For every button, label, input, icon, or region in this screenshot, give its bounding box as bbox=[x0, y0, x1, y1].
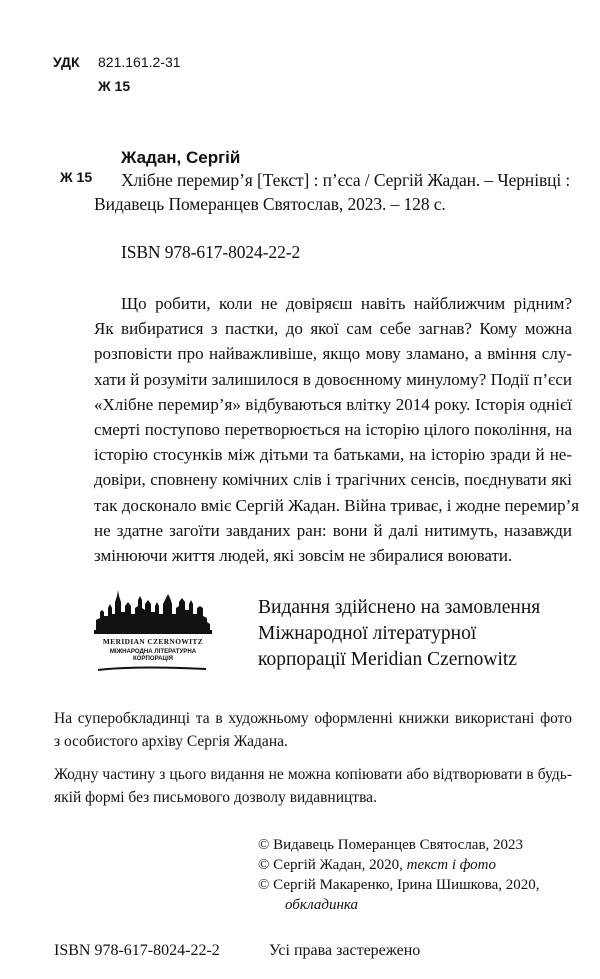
logo-name: MERIDIAN CZERNOWITZ bbox=[102, 637, 204, 646]
meridian-czernowitz-logo bbox=[94, 588, 212, 688]
copyright-author bbox=[258, 856, 496, 876]
rights-note-line1: Жодну частину з цього видання не можна копіювати або відтворювати в будь- bbox=[54, 766, 572, 783]
copyright-author-text: © Сергій Жадан, 2020, bbox=[258, 857, 407, 873]
udk-label: УДК bbox=[53, 54, 80, 70]
annotation-line: довіри, сповнену комічних слів і трагічних сенсів, поєднувати які bbox=[94, 470, 572, 490]
annotation-line: історію стосунків між дітьми та батьками, на історію зради й не- bbox=[94, 445, 572, 465]
copyright-author-italic: текст і фото bbox=[406, 857, 497, 873]
bbk-code: Ж 15 bbox=[98, 78, 131, 94]
catalog-title-line1: Хлібне перемир’я [Текст] : п’єса / Сергій Жадан. – Чернівці : bbox=[121, 170, 571, 190]
photo-note bbox=[54, 708, 572, 753]
annotation-paragraph bbox=[94, 291, 580, 568]
annotation-line: Як вибиратися з пастки, до якої сам себе загнав? Кому можна bbox=[94, 319, 572, 339]
photo-note-line2: з особистого архіву Сергія Жадана. bbox=[54, 732, 288, 750]
annotation-line: смерті поступово перетворюється на історію цілого покоління, на bbox=[94, 420, 572, 440]
catalog-isbn: ISBN 978-617-8024-22-2 bbox=[121, 242, 301, 262]
publisher-note-line3: корпорації Meridian Czernowitz bbox=[258, 649, 517, 670]
author-mark: Ж 15 bbox=[60, 169, 93, 185]
annotation-line: «Хлібне перемир’я» відбуваються влітку 2014 року. Історія однієї bbox=[94, 394, 572, 414]
city-skyline-icon bbox=[94, 588, 212, 634]
underline-stroke-icon bbox=[94, 665, 212, 673]
publisher-note-line2: Міжнародної літературної bbox=[258, 623, 477, 644]
footer-isbn: ISBN 978-617-8024-22-2 bbox=[54, 942, 220, 959]
annotation-line: змінюючи життя людей, які зовсім не збиралися воювати. bbox=[94, 546, 513, 566]
copyright-cover-italic: обкладинка bbox=[285, 897, 359, 913]
photo-note-line1: На суперобкладинці та в художньому оформленні книжки використані фото bbox=[54, 710, 572, 727]
annotation-line: хати й розуміти залишилося в довоєнному минулому? Події п’єси bbox=[94, 369, 572, 389]
rights-note-line2: якій формі без письмового дозволу видавництва. bbox=[54, 788, 377, 806]
udk-row bbox=[53, 54, 80, 70]
annotation-line: так досконало вміє Сергій Жадан. Війна триває, і жодне перемир’я bbox=[94, 495, 580, 515]
copyright-cover: © Сергій Макаренко, Ірина Шишкова, 2020, bbox=[258, 877, 540, 893]
footer-rights: Усі права застережено bbox=[269, 942, 421, 959]
annotation-line: Що робити, коли не довіряєш навіть найближчим рідним? bbox=[121, 294, 572, 313]
udk-code: 821.161.2-31 bbox=[98, 54, 181, 70]
logo-subtitle-line2: КОРПОРАЦІЯ bbox=[132, 655, 174, 662]
author-name: Жадан, Сергій bbox=[121, 148, 241, 167]
annotation-line: не здатне загоїти завданих ран: вони й далі нитимуть, назавжди bbox=[94, 520, 572, 540]
logo-subtitle-line1: МІЖНАРОДНА ЛІТЕРАТУРНА bbox=[109, 648, 197, 655]
catalog-title-line2: Видавець Померанцев Святослав, 2023. – 128 с. bbox=[94, 194, 446, 214]
publisher-note-line1: Видання здійснено на замовлення bbox=[258, 597, 541, 618]
rights-note bbox=[54, 764, 572, 809]
annotation-line: розповісти про найважливіше, якщо мову зламано, а вміння слу- bbox=[94, 344, 572, 364]
copyright-publisher: © Видавець Померанцев Святослав, 2023 bbox=[258, 837, 524, 853]
